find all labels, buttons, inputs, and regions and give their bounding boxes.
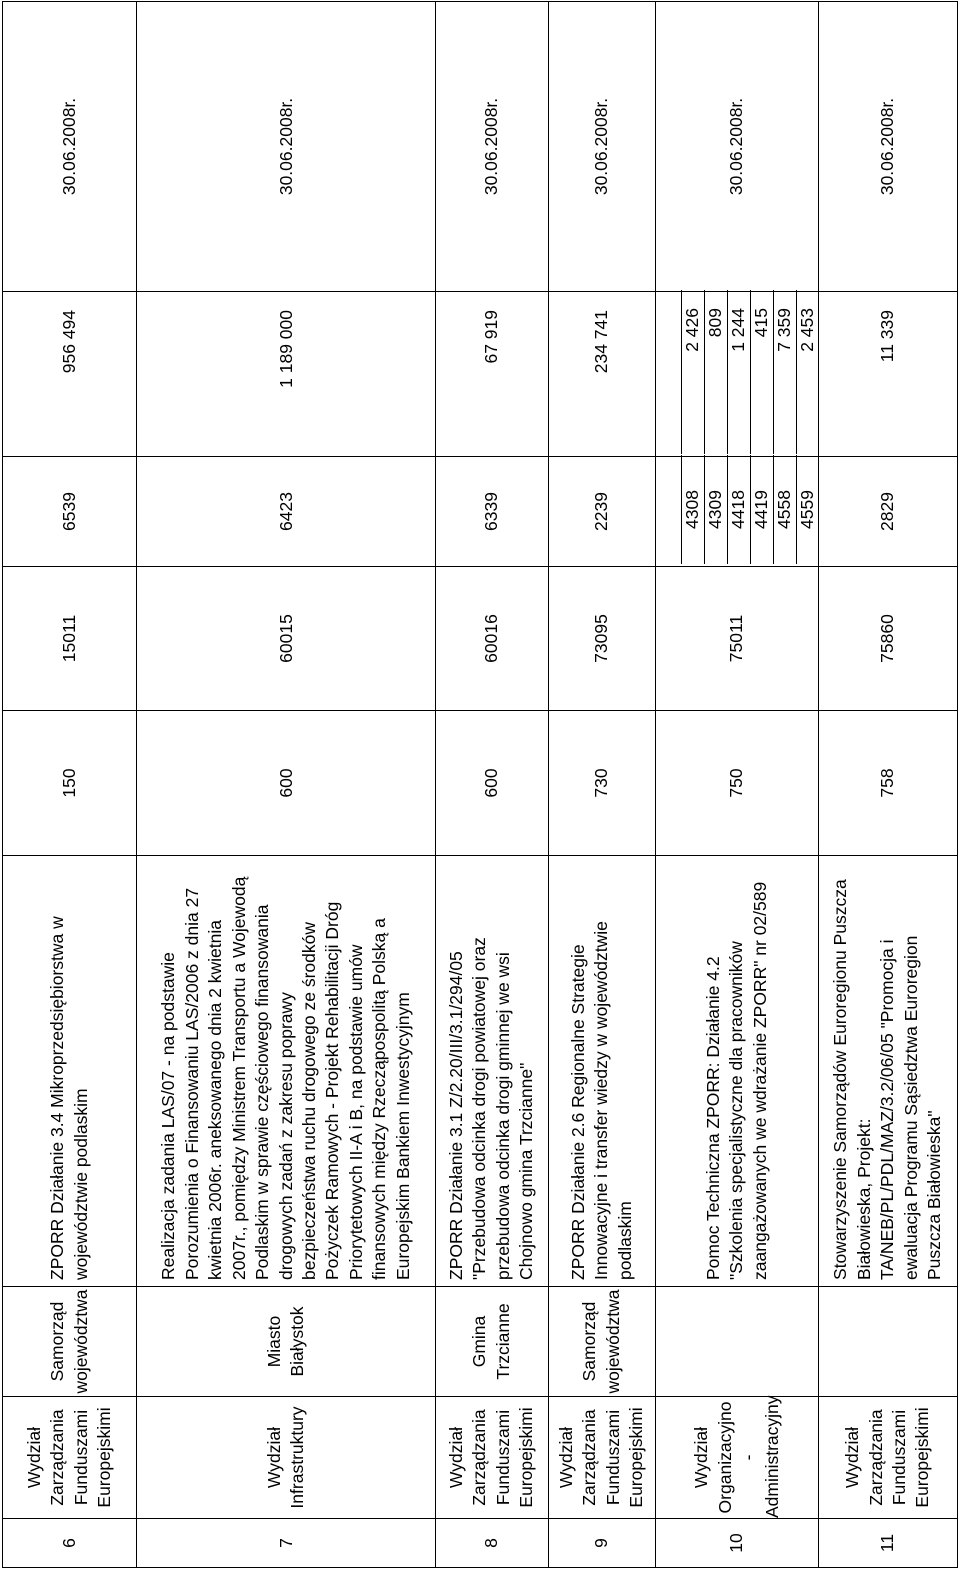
beneficiary [548, 1287, 656, 1397]
department-line: Organizacyjno - [714, 1401, 759, 1514]
table-row [436, 2, 548, 1568]
paragraph-code: 4559 [797, 490, 818, 529]
paragraph-code: 6423 [137, 457, 436, 567]
department-line: Europejskimi [626, 1407, 647, 1508]
department [436, 1397, 548, 1519]
task-description-line: Europejskim Bankiem Inwestycyjnym [392, 992, 413, 1280]
paragraph-code: 2829 [818, 457, 957, 567]
amounts [656, 292, 819, 457]
department-line: Funduszami [888, 1409, 909, 1506]
beneficiary [137, 1287, 436, 1397]
amount: 11 339 [818, 292, 957, 457]
section-code: 750 [656, 711, 819, 856]
paragraph-code: 4309 [704, 455, 727, 564]
task-description [656, 856, 819, 1287]
task-description [137, 856, 436, 1287]
task-description [3, 856, 137, 1287]
task-description-line: "Szkolenia specjalistyczne dla pracowników [726, 941, 747, 1280]
department-line: Funduszami [492, 1409, 513, 1506]
amount: 7 359 [773, 290, 796, 454]
task-description-line: Priorytetowych II-A i B, na podstawie umów [345, 944, 366, 1280]
amount: 809 [704, 290, 727, 454]
department-line: Funduszami [602, 1409, 623, 1506]
chapter-code: 60016 [436, 567, 548, 711]
task-description-line: zaangażowanych we wdrażanie ZPORR" nr 02/589 [749, 881, 770, 1280]
amount: 234 741 [548, 292, 656, 457]
paragraph-code: 4558 [773, 455, 796, 564]
department-line: Zarządzania [579, 1409, 600, 1506]
task-description-line: Puszcza Białowieska" [924, 1110, 945, 1280]
task-description-line: Realizacja zadania LAS/07 - na podstawie [158, 952, 179, 1280]
beneficiary-line: województwa [70, 1289, 91, 1394]
paragraph-code: 4308 [681, 455, 704, 564]
row-number: 11 [818, 1519, 957, 1568]
paragraph-code: 6539 [3, 457, 137, 567]
department-line: Zarządzania [865, 1409, 886, 1506]
table-row [656, 2, 819, 1568]
amount: 415 [750, 290, 773, 454]
task-description-line: Innowacyjne i transfer wiedzy w województwie [591, 921, 612, 1280]
department [656, 1397, 819, 1519]
task-description-line: ZPORR Działanie 3.4 Mikroprzedsiębiorstwa w [47, 916, 68, 1280]
paragraph-code: 6339 [436, 457, 548, 567]
amount: 2 426 [681, 290, 704, 454]
department-line: Wydział [691, 1426, 712, 1489]
paragraph-code: 4418 [727, 455, 750, 564]
task-description-line: ewaluacja Programu Sąsiedztwa Euroregion [900, 935, 921, 1280]
department-line: Zarządzania [47, 1409, 68, 1506]
department-line: Funduszami [70, 1409, 91, 1506]
section-code: 730 [548, 711, 656, 856]
row-number: 10 [656, 1519, 819, 1568]
beneficiary-line: Gmina [469, 1315, 490, 1368]
department [548, 1397, 656, 1519]
beneficiary [818, 1287, 957, 1397]
row-number: 7 [137, 1519, 436, 1568]
department [818, 1397, 957, 1519]
task-description-line: TA/NEB/PL/PDL/MAZ/3.2/06/05 "Promocja i [877, 939, 898, 1280]
department-line: Infrastruktury [287, 1406, 308, 1509]
department-line: Wydział [556, 1426, 577, 1489]
deadline: 30.06.2008r. [436, 2, 548, 292]
task-description-line: przebudowa odcinka drogi gminnej we wsi [492, 952, 513, 1280]
task-description-line: bezpieczeństwa ruchu drogowego ze środków [298, 922, 319, 1280]
department-line: Europejskimi [516, 1407, 537, 1508]
task-description-line: "Przebudowa odcinka drogi powiatowej oraz [469, 937, 490, 1280]
section-code: 150 [3, 711, 137, 856]
task-description-line: Pożyczek Ramowych - Projekt Rehabilitacji Dróg [322, 901, 343, 1280]
table-row [3, 2, 137, 1568]
task-description-line: Stowarzyszenie Samorządów Euroregionu Puszcza [830, 879, 851, 1280]
task-description-line: województwie podlaskim [70, 1088, 91, 1280]
task-description-line: kwietnia 2006r. aneksowanego dnia 2 kwietnia [205, 920, 226, 1280]
amount: 1 189 000 [137, 292, 436, 457]
task-description [548, 856, 656, 1287]
department-line: Administracyjny [761, 1395, 782, 1518]
department-line: Zarządzania [469, 1409, 490, 1506]
table-row [818, 2, 957, 1568]
beneficiary-line: Samorząd [47, 1301, 68, 1382]
beneficiary-line: Samorząd [579, 1301, 600, 1382]
beneficiary-line: Białystok [287, 1306, 308, 1377]
beneficiary [436, 1287, 548, 1397]
chapter-code: 15011 [3, 567, 137, 711]
department-line: Wydział [263, 1426, 284, 1489]
department [137, 1397, 436, 1519]
task-description-line: finansowych między Rzecząpospolitą Polską a [369, 918, 390, 1280]
amount: 1 244 [727, 290, 750, 454]
department-line: Europejskimi [912, 1407, 933, 1508]
table-row [137, 2, 436, 1568]
task-description-line: Białowieska, Projekt: [853, 1118, 874, 1280]
section-code: 600 [436, 711, 548, 856]
task-description-line: podlaskim [614, 1201, 635, 1280]
deadline: 30.06.2008r. [656, 2, 819, 292]
department-line: Europejskimi [94, 1407, 115, 1508]
task-description [436, 856, 548, 1287]
amount: 956 494 [3, 292, 137, 457]
beneficiary-line: Miasto [263, 1315, 284, 1368]
deadline: 30.06.2008r. [137, 2, 436, 292]
task-description-line: Porozumienia o Finansowaniu LAS/2006 z dnia 27 [181, 887, 202, 1280]
department-line: Wydział [445, 1426, 466, 1489]
beneficiary-line: województwa [602, 1289, 623, 1394]
row-number: 6 [3, 1519, 137, 1568]
deadline: 30.06.2008r. [3, 2, 137, 292]
department-line: Wydział [23, 1426, 44, 1489]
paragraph-codes [656, 457, 819, 567]
row-number: 8 [436, 1519, 548, 1568]
task-description-line: Chojnowo gmina Trzcianne" [516, 1062, 537, 1280]
task-description-line: ZPORR Działanie 2.6 Regionalne Strategie [567, 944, 588, 1280]
task-description-line: Pomoc Techniczna ZPORR: Działanie 4.2 [702, 956, 723, 1280]
beneficiary [656, 1287, 819, 1397]
department-line: Wydział [842, 1426, 863, 1489]
chapter-code: 75860 [818, 567, 957, 711]
section-code: 600 [137, 711, 436, 856]
row-number: 9 [548, 1519, 656, 1568]
task-description [818, 856, 957, 1287]
beneficiary-line: Trzcianne [492, 1303, 513, 1380]
paragraph-code: 2239 [548, 457, 656, 567]
task-description-line: drogowych zadań z zakresu poprawy [275, 992, 296, 1280]
chapter-code: 60015 [137, 567, 436, 711]
grant-table [2, 1, 958, 1568]
department [3, 1397, 137, 1519]
deadline: 30.06.2008r. [818, 2, 957, 292]
chapter-code: 73095 [548, 567, 656, 711]
task-description-line: ZPORR Działanie 3.1 Z/2.20/III/3.1/294/05 [445, 951, 466, 1280]
amount: 2 453 [797, 308, 818, 352]
chapter-code: 75011 [656, 567, 819, 711]
task-description-line: 2007r., pomiędzy Ministrem Transportu a Wojewodą [228, 876, 249, 1280]
table-row [548, 2, 656, 1568]
task-description-line: Podlaskim w sprawie częściowego finansowania [252, 904, 273, 1280]
deadline: 30.06.2008r. [548, 2, 656, 292]
paragraph-code: 4419 [750, 455, 773, 564]
amount: 67 919 [436, 292, 548, 457]
beneficiary [3, 1287, 137, 1397]
section-code: 758 [818, 711, 957, 856]
